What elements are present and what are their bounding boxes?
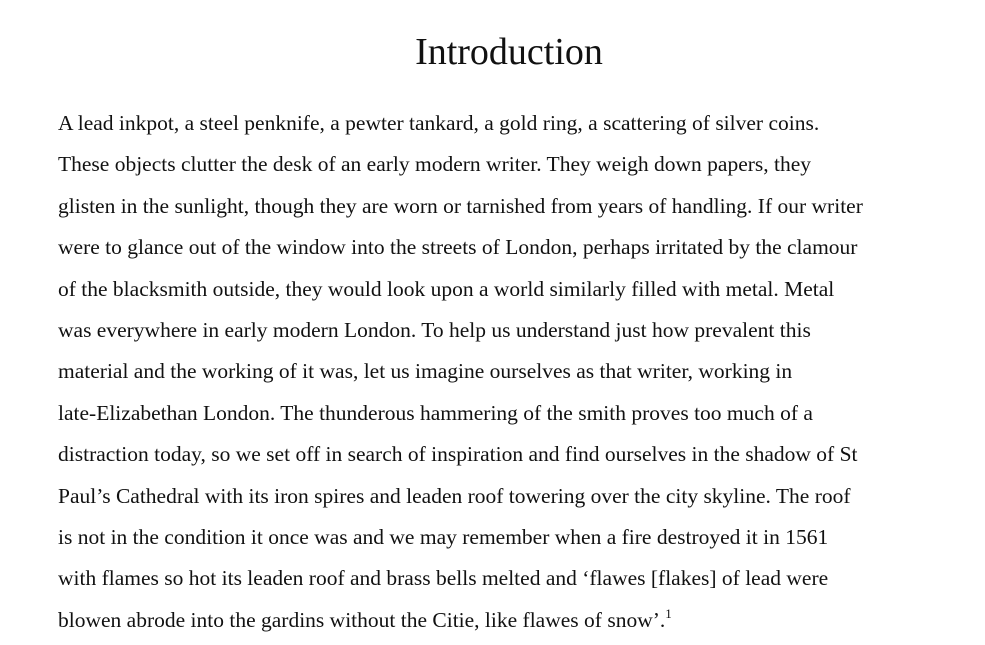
- page-title: Introduction: [415, 31, 603, 73]
- text-line-content: blowen abrode into the gardins without the Citie, like flawes of snow’.: [58, 607, 666, 632]
- text-line: were to glance out of the window into the streets of London, perhaps irritated by the clamour: [58, 235, 858, 260]
- text-line: with flames so hot its leaden roof and brass bells melted and ‘flawes [flakes] of lead were: [58, 566, 829, 591]
- footnote-reference[interactable]: 1: [665, 605, 672, 621]
- text-line: A lead inkpot, a steel penknife, a pewter tankard, a gold ring, a scattering of silver coins.: [58, 111, 820, 135]
- text-line: These objects clutter the desk of an early modern writer. They weigh down papers, they: [58, 152, 812, 177]
- text-line: material and the working of it was, let us imagine ourselves as that writer, working in: [58, 359, 793, 384]
- text-line-last: [58, 600, 963, 641]
- text-line: glisten in the sunlight, though they are worn or tarnished from years of handling. If our writer: [58, 193, 863, 218]
- text-line: was everywhere in early modern London. To help us understand just how prevalent this: [58, 318, 811, 343]
- text-line: is not in the condition it once was and we may remember when a fire destroyed it in 1561: [58, 525, 829, 550]
- text-line: of the blacksmith outside, they would look upon a world similarly filled with metal. Metal: [58, 276, 835, 301]
- body-paragraph: [58, 103, 963, 641]
- text-line: distraction today, so we set off in search of inspiration and find ourselves in the shadow of St: [58, 442, 858, 467]
- text-line: Paul’s Cathedral with its iron spires and leaden roof towering over the city skyline. The roof: [58, 483, 851, 508]
- text-line: late-Elizabethan London. The thunderous hammering of the smith proves too much of a: [58, 400, 813, 425]
